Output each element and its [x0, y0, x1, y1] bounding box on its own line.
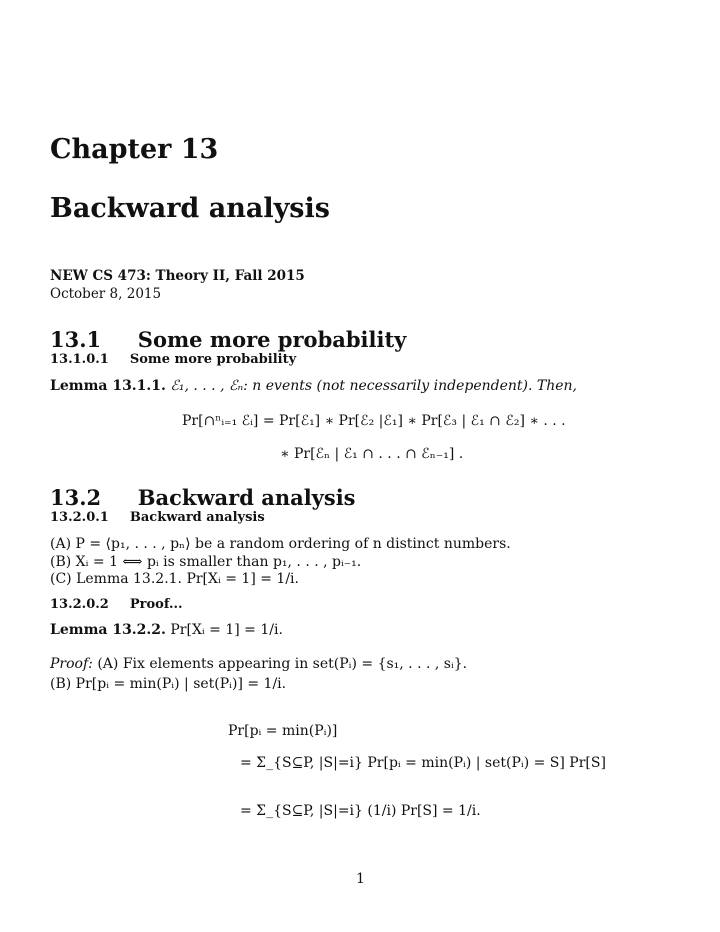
subsection-title: Proof... [129, 597, 183, 612]
section-number: 13.1 [50, 327, 102, 352]
list-item: (B) Xᵢ = 1 ⟺ pᵢ is smaller than p₁, . . . , pᵢ₋₁. [50, 554, 362, 570]
date: October 8, 2015 [50, 286, 162, 302]
lemma-label: Lemma 13.2.2. [50, 622, 166, 638]
subsection-number: 13.2.0.2 [50, 597, 109, 612]
proof-line-b: (B) Pr[pᵢ = min(Pᵢ) | set(Pᵢ)] = 1/i. [50, 676, 287, 692]
equation-line-2: ∗ Pr[ℰₙ | ℰ₁ ∩ . . . ∩ ℰₙ₋₁] . [280, 446, 464, 462]
derivation-line: Pr[pᵢ = min(Pᵢ)] [228, 723, 338, 739]
subsection-13-2-0-2 [50, 597, 183, 612]
section-title: Backward analysis [137, 485, 356, 510]
subsection-13-1-0-1 [50, 352, 296, 367]
course-line: NEW CS 473: Theory II, Fall 2015 [50, 268, 305, 284]
proof-label: Proof: [50, 656, 93, 672]
derivation-line: = Σ_{S⊆P, |S|=i} Pr[pᵢ = min(Pᵢ) | set(Pᵢ) = S] Pr[S] [240, 755, 606, 771]
derivation-line: = Σ_{S⊆P, |S|=i} (1/i) Pr[S] = 1/i. [240, 803, 481, 819]
lemma-13-2-2 [50, 622, 283, 638]
equation-line-1: Pr[∩ⁿᵢ₌₁ ℰᵢ] = Pr[ℰ₁] ∗ Pr[ℰ₂ |ℰ₁] ∗ Pr[ℰ₃ | ℰ₁ ∩ ℰ₂] ∗ . . . [182, 413, 566, 429]
subsection-number: 13.2.0.1 [50, 510, 109, 525]
proof-line-a [50, 656, 467, 672]
lemma-13-1-1 [50, 378, 577, 394]
section-13-2-heading [50, 485, 356, 510]
chapter-heading: Chapter 13 [50, 134, 219, 165]
section-title: Some more probability [137, 327, 407, 352]
list-item: (C) Lemma 13.2.1. Pr[Xᵢ = 1] = 1/i. [50, 571, 299, 587]
subsection-13-2-0-1 [50, 510, 265, 525]
proof-text: (A) Fix elements appearing in set(Pᵢ) = {s₁, . . . , sᵢ}. [97, 656, 468, 672]
section-13-1-heading [50, 327, 406, 352]
chapter-title: Backward analysis [50, 193, 330, 224]
page-number: 1 [356, 871, 365, 887]
subsection-number: 13.1.0.1 [50, 352, 109, 367]
lemma-statement: Pr[Xᵢ = 1] = 1/i. [170, 622, 283, 638]
lemma-label: Lemma 13.1.1. [50, 378, 166, 394]
section-number: 13.2 [50, 485, 102, 510]
list-item: (A) P = ⟨p₁, . . . , pₙ⟩ be a random ordering of n distinct numbers. [50, 536, 511, 552]
subsection-title: Some more probability [129, 352, 297, 367]
lemma-statement: ℰ₁, . . . , ℰₙ: n events (not necessarily independent). Then, [170, 378, 578, 394]
subsection-title: Backward analysis [129, 510, 265, 525]
